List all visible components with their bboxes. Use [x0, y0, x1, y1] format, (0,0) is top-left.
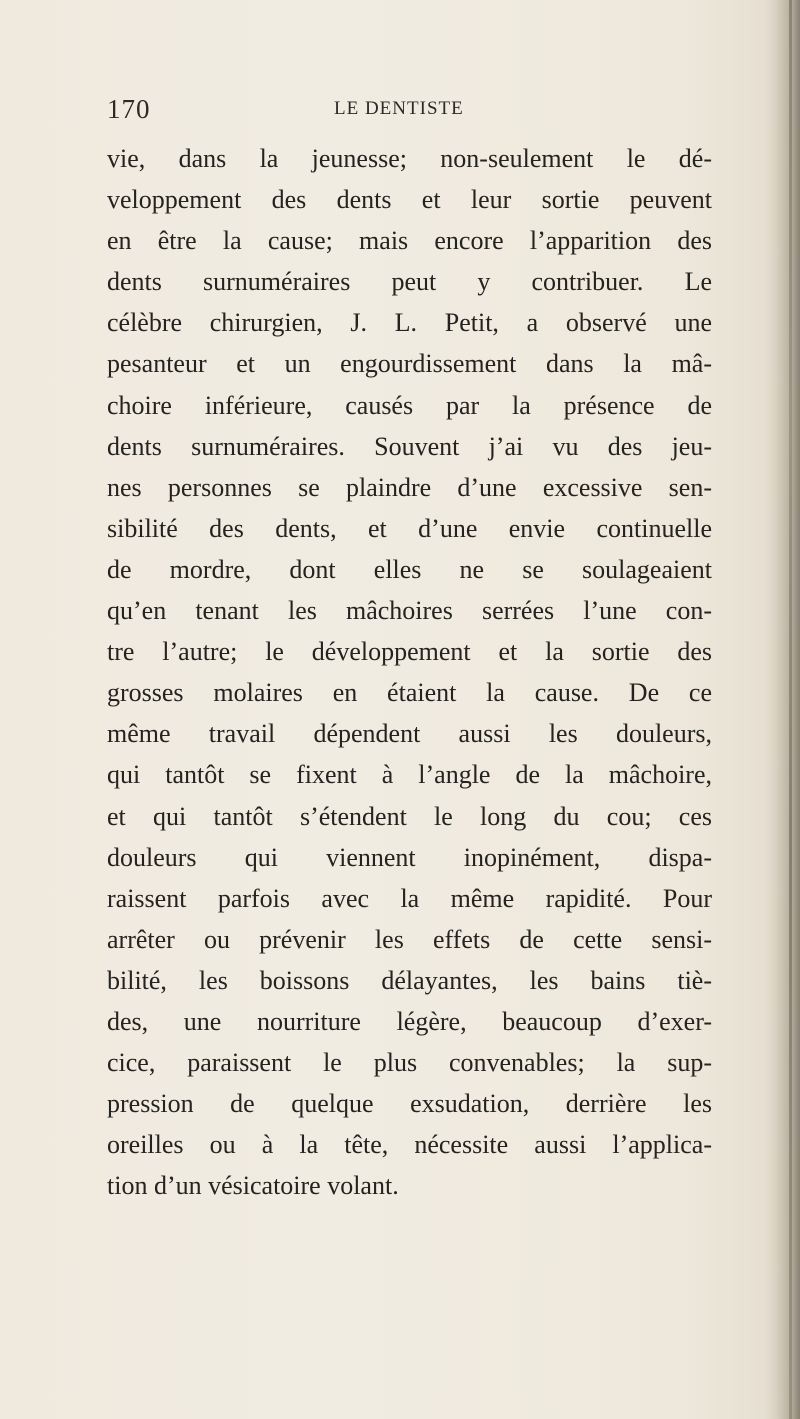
text-line: tion d’un vésicatoire volant.	[107, 1171, 399, 1201]
text-line: des, une nourriture légère, beaucoup d’exer-	[107, 1006, 712, 1036]
text-line: grosses molaires en étaient la cause. De ce	[107, 678, 712, 708]
page-edge-shadow	[764, 0, 800, 1419]
running-title: LE DENTISTE	[334, 98, 464, 119]
text-line: dents surnuméraires peut y contribuer. Le	[107, 267, 712, 297]
text-line: choire inférieure, causés par la présence de	[107, 390, 712, 420]
text-line: en être la cause; mais encore l’apparition des	[107, 226, 712, 256]
text-line: qui tantôt se fixent à l’angle de la mâchoire,	[107, 760, 712, 790]
text-line: nes personnes se plaindre d’une excessive sen-	[107, 472, 712, 502]
text-line: et qui tantôt s’étendent le long du cou; ces	[107, 801, 712, 831]
text-line: bilité, les boissons délayantes, les bains tiè-	[107, 965, 712, 995]
text-line: de mordre, dont elles ne se soulageaient	[107, 554, 712, 584]
page-edge	[789, 0, 792, 1419]
text-line: douleurs qui viennent inopinément, dispa-	[107, 842, 712, 872]
text-line: sibilité des dents, et d’une envie continuelle	[107, 513, 712, 543]
text-line: raissent parfois avec la même rapidité. Pour	[107, 883, 712, 913]
text-line: vie, dans la jeunesse; non-seulement le dé-	[107, 144, 712, 173]
text-line: arrêter ou prévenir les effets de cette sensi-	[107, 924, 712, 954]
text-line: pression de quelque exsudation, derrière les	[107, 1089, 712, 1119]
text-line: même travail dépendent aussi les douleurs,	[107, 719, 712, 749]
text-line: veloppement des dents et leur sortie peuvent	[107, 185, 712, 215]
text-line: cice, paraissent le plus convenables; la sup-	[107, 1048, 712, 1078]
text-line: oreilles ou à la tête, nécessite aussi l’applica-	[107, 1130, 712, 1160]
body-text	[107, 138, 712, 1206]
page-header	[107, 94, 697, 134]
text-line: qu’en tenant les mâchoires serrées l’une con-	[107, 596, 712, 626]
text-line: pesanteur et un engourdissement dans la mâ-	[107, 349, 712, 379]
text-line: dents surnuméraires. Souvent j’ai vu des jeu-	[107, 431, 712, 461]
text-line: célèbre chirurgien, J. L. Petit, a observé une	[107, 308, 712, 338]
page-number: 170	[107, 94, 151, 124]
text-line: tre l’autre; le développement et la sortie des	[107, 637, 712, 667]
